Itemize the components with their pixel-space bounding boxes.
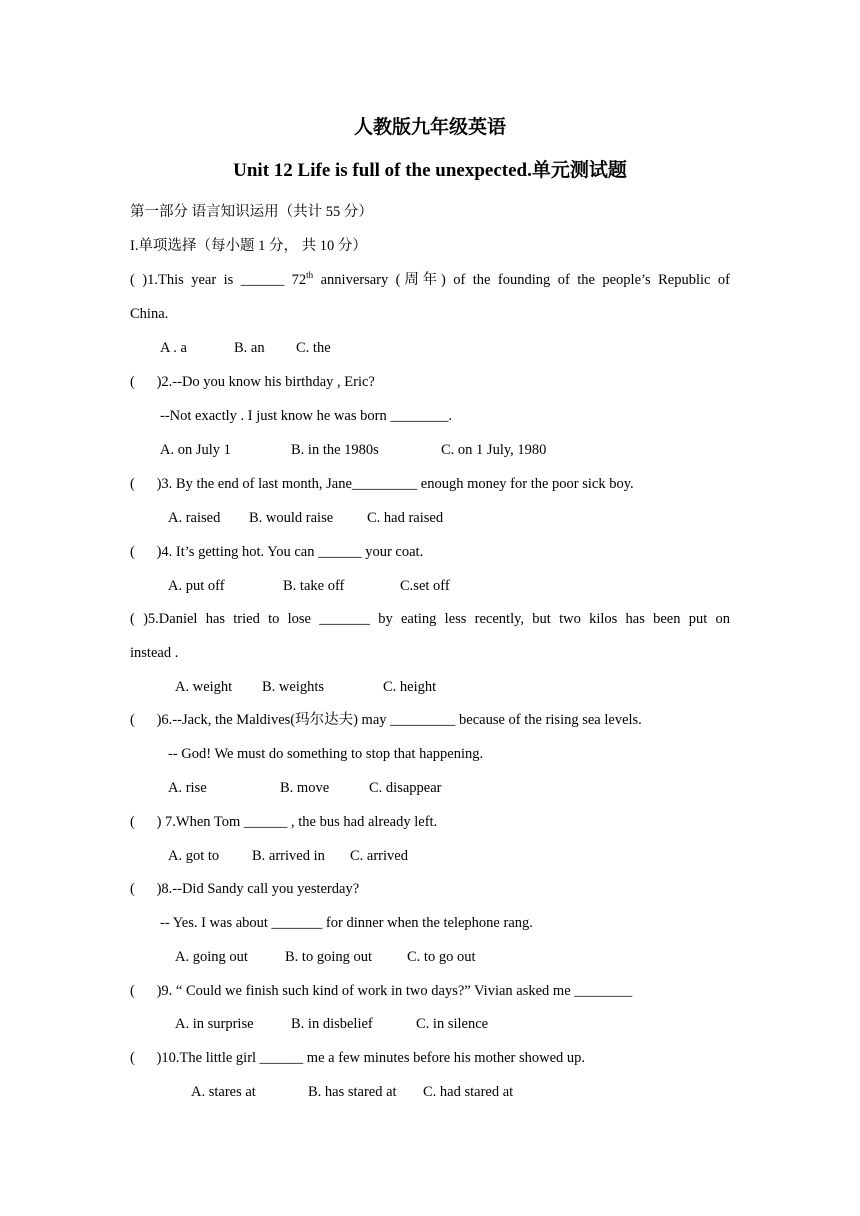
- answer-paren: ( ): [130, 712, 162, 728]
- question-2-reply: --Not exactly . I just know he was born ________.: [160, 408, 452, 424]
- option-b: B. in the 1980s: [291, 442, 379, 458]
- question-text: 8.--Did Sandy call you yesterday?: [161, 881, 360, 897]
- answer-paren: ( ): [130, 1050, 162, 1066]
- option-b: B. in disbelief: [291, 1016, 373, 1032]
- question-5: [130, 609, 730, 629]
- option-b: B. an: [234, 340, 265, 356]
- question-8: [130, 879, 359, 899]
- option-a: A. stares at: [191, 1084, 256, 1100]
- option-a: A. rise: [168, 780, 207, 796]
- option-a: A. got to: [168, 848, 220, 864]
- option-b: B. to going out: [285, 949, 373, 965]
- question-10: [130, 1048, 585, 1068]
- answer-paren: ( ): [130, 476, 162, 492]
- option-c: C. arrived: [350, 848, 408, 864]
- document-title: 人教版九年级英语: [353, 117, 506, 138]
- question-text: 9. “ Could we finish such kind of work in two days?” Vivian asked me ________: [161, 983, 633, 999]
- option-b: B. take off: [283, 578, 345, 594]
- option-c: C. on 1 July, 1980: [441, 442, 547, 458]
- option-a: A. put off: [168, 578, 225, 594]
- question-4: [130, 542, 423, 562]
- part-heading: 第一部分 语言知识运用（共计 55 分）: [130, 204, 373, 220]
- option-c: C. to go out: [407, 949, 476, 965]
- question-9: [130, 981, 632, 1001]
- question-3: [130, 474, 634, 494]
- question-text: 2.--Do you know his birthday , Eric?: [161, 374, 375, 390]
- option-a: A. weight: [175, 679, 233, 695]
- option-c: C. had stared at: [423, 1084, 514, 1100]
- question-text: 3. By the end of last month, Jane_________ enough money for the poor sick boy.: [161, 476, 634, 492]
- question-1: [130, 270, 730, 290]
- answer-paren: ( ): [130, 272, 148, 288]
- question-6-reply: -- God! We must do something to stop that happening.: [168, 746, 484, 762]
- question-text: 4. It’s getting hot. You can ______ your coat.: [161, 544, 424, 560]
- question-6: [130, 710, 642, 730]
- question-text: 6.--Jack, the Maldives(玛尔达夫) may _________ because of the rising sea levels.: [161, 712, 642, 728]
- option-b: B. weights: [262, 679, 325, 695]
- option-c: C. height: [383, 679, 437, 695]
- document-subtitle: Unit 12 Life is full of the unexpected.单元测试题: [233, 160, 627, 181]
- option-b: B. move: [280, 780, 330, 796]
- question-text: 5.Daniel has tried to lose _______ by eating less recently, but two kilos has been put on: [147, 611, 730, 627]
- option-a: A. in surprise: [175, 1016, 254, 1032]
- option-c: C. in silence: [416, 1016, 489, 1032]
- option-b: B. arrived in: [252, 848, 325, 864]
- question-2: [130, 372, 375, 392]
- option-b: B. would raise: [249, 510, 334, 526]
- option-a: A . a: [160, 340, 187, 356]
- question-text-cont: anniversary (周年) of the founding of the people’s Republic of: [313, 272, 730, 288]
- option-b: B. has stared at: [308, 1084, 397, 1100]
- option-a: A. on July 1: [160, 442, 231, 458]
- option-a: A. going out: [175, 949, 248, 965]
- answer-paren: ( ): [130, 611, 148, 627]
- question-5-continuation: instead .: [130, 645, 179, 661]
- answer-paren: ( ): [130, 814, 162, 830]
- question-text: 1.This year is ______ 72: [147, 272, 307, 288]
- option-c: C. had raised: [367, 510, 444, 526]
- question-text: 7.When Tom ______ , the bus had already left.: [161, 814, 438, 830]
- option-c: C. disappear: [369, 780, 442, 796]
- answer-paren: ( ): [130, 544, 162, 560]
- question-1-continuation: China.: [130, 306, 169, 322]
- option-c: C. the: [296, 340, 331, 356]
- option-a: A. raised: [168, 510, 221, 526]
- option-c: C.set off: [400, 578, 450, 594]
- section-heading: I.单项选择（每小题 1 分， 共 10 分）: [130, 238, 367, 254]
- answer-paren: ( ): [130, 983, 162, 999]
- answer-paren: ( ): [130, 374, 162, 390]
- question-7: [130, 812, 437, 832]
- answer-paren: ( ): [130, 881, 162, 897]
- superscript: th: [306, 270, 314, 280]
- question-8-reply: -- Yes. I was about _______ for dinner when the telephone rang.: [160, 915, 533, 931]
- question-text: 10.The little girl ______ me a few minutes before his mother showed up.: [161, 1050, 586, 1066]
